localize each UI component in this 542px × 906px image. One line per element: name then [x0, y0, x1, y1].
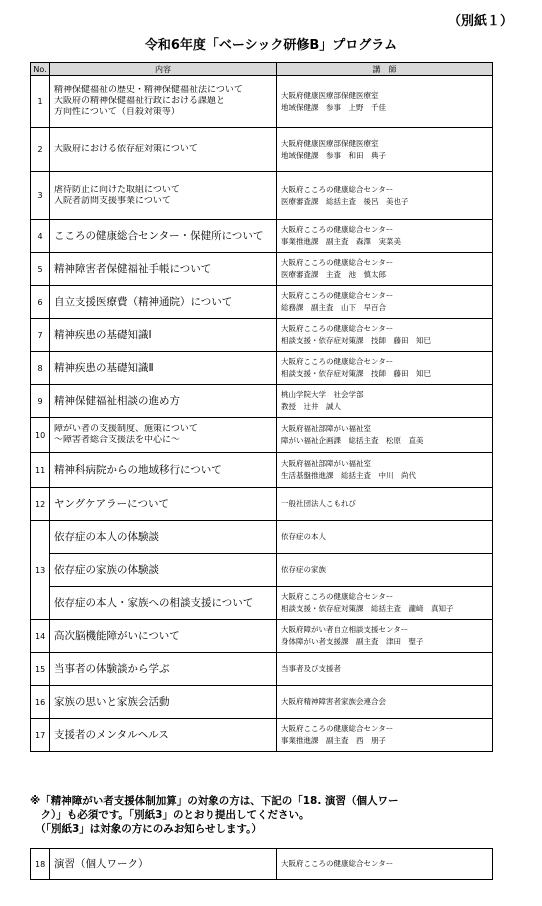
row-no: 6 [31, 286, 50, 319]
table-row [31, 220, 493, 253]
row-lecturer [277, 385, 493, 418]
row-no: 9 [31, 385, 50, 418]
lecturer-line: 大阪府こころの健康総合センター [281, 724, 394, 733]
row-lecturer [277, 554, 493, 587]
program-table [30, 62, 493, 752]
row-content [50, 352, 277, 385]
table-row [31, 172, 493, 220]
content-line: 入院者訪問支援事業について [54, 195, 171, 206]
row-lecturer [277, 453, 493, 488]
content-line: 支援者のメンタルヘルス [54, 728, 169, 741]
annex-label: （別紙１） [448, 14, 514, 29]
table-row [31, 719, 493, 752]
lecturer-line: 相談支援・依存症対策課 技師 藤田 知巳 [281, 336, 431, 345]
lecturer-line: 大阪府精神障害者家族会連合会 [281, 697, 386, 706]
table-row [31, 352, 493, 385]
lecturer-line: 事業推進課 副主査 西 朋子 [281, 736, 386, 745]
content-line: 自立支援医療費（精神通院）について [54, 295, 233, 308]
row-no: 13 [31, 521, 50, 620]
content-line: 精神疾患の基礎知識Ⅰ [54, 328, 152, 341]
row-lecturer [277, 172, 493, 220]
lecturer-line: 依存症の家族 [281, 565, 326, 574]
row-lecturer [277, 719, 493, 752]
lecturer-line: 桃山学院大学 社会学部 [281, 390, 364, 399]
lecturer-line: 医療審査課 主査 池 慎太郎 [281, 270, 386, 279]
row-content [50, 686, 277, 719]
content-line: 大阪府における依存症対策について [54, 144, 198, 154]
lecturer-line: 相談支援・依存症対策課 技師 藤田 知巳 [281, 369, 431, 378]
content-line: 精神疾患の基礎知識Ⅱ [54, 361, 154, 374]
row-no: 12 [31, 488, 50, 521]
content-line: 依存症の本人の体験談 [54, 530, 159, 543]
row-no: 4 [31, 220, 50, 253]
lecturer-line: 当事者及び支援者 [281, 664, 341, 673]
lecturer-line: 大阪府健康医療部保健医療室 [281, 138, 379, 148]
lecturer-line: 総務課 副主査 山下 早百合 [281, 303, 386, 312]
lecturer-line: 大阪府健康医療部保健医療室 [281, 90, 379, 100]
content-line: 高次脳機能障がいについて [54, 629, 180, 642]
row-content: 演習（個人ワーク） [50, 849, 277, 880]
row-content [50, 453, 277, 488]
row-content [50, 554, 277, 587]
row-content [50, 620, 277, 653]
row-lecturer [277, 620, 493, 653]
row-content [50, 719, 277, 752]
header-no: No. [31, 63, 50, 76]
content-line: ヤングケアラーについて [54, 497, 169, 510]
lecturer-line: 一般社団法人こもれび [281, 499, 356, 508]
content-line: 精神保健福祉相談の進め方 [54, 394, 180, 407]
row-content [50, 172, 277, 220]
row-no: 16 [31, 686, 50, 719]
table-row [31, 488, 493, 521]
lecturer-line: 生活基盤推進課 総括主査 中川 尚代 [281, 471, 416, 480]
lecturer-line: 地域保健課 参事 上野 千佳 [281, 102, 386, 112]
row-content [50, 76, 277, 128]
note-line: （「別紙3」は対象の方にのみお知らせします。） [30, 823, 262, 835]
table-row [31, 76, 493, 128]
row-content [50, 587, 277, 620]
table-row [31, 253, 493, 286]
content-line: 精神科病院からの地域移行について [54, 463, 222, 476]
row-content [50, 319, 277, 352]
row-no: 11 [31, 453, 50, 488]
table-row [31, 686, 493, 719]
table-row [31, 453, 493, 488]
row-lecturer: 大阪府こころの健康総合センター [277, 849, 493, 880]
supplementary-note [30, 794, 510, 836]
content-line: 大阪府の精神保健福祉行政における課題と [54, 96, 226, 106]
row-lecturer [277, 686, 493, 719]
row-lecturer [277, 319, 493, 352]
lecturer-line: 相談支援・依存症対策課 総括主査 瀧﨑 真知子 [281, 604, 454, 613]
content-line: 依存症の家族の体験談 [54, 563, 159, 576]
row-lecturer [277, 488, 493, 521]
row-content [50, 418, 277, 453]
row-content [50, 286, 277, 319]
table-row [31, 849, 493, 880]
table-row [31, 286, 493, 319]
lecturer-line: 大阪府こころの健康総合センター [281, 324, 394, 333]
content-line: こころの健康総合センター・保健所について [54, 229, 264, 242]
content-line: 虐待防止に向けた取組について [54, 184, 180, 195]
row-lecturer [277, 352, 493, 385]
row-no: 15 [31, 653, 50, 686]
table-row [31, 319, 493, 352]
lecturer-line: 大阪府障がい者自立相談支援センター [281, 625, 409, 634]
content-line: 障がい者の支援制度、施策について [54, 424, 198, 434]
row-lecturer [277, 653, 493, 686]
table-row [31, 587, 493, 620]
row-no: 1 [31, 76, 50, 128]
lecturer-line: 身体障がい者支援課 副主査 津田 聖子 [281, 637, 424, 646]
row-no: 3 [31, 172, 50, 220]
lecturer-line: 大阪府こころの健康総合センター [281, 258, 394, 267]
table-row [31, 620, 493, 653]
lecturer-line: 事業推進課 副主査 森澤 実菜美 [281, 237, 401, 246]
table-row [31, 418, 493, 453]
row-lecturer [277, 76, 493, 128]
content-line: 方向性について（自殺対策等） [54, 107, 180, 117]
lecturer-line: 大阪府こころの健康総合センター [281, 225, 394, 234]
table-row [31, 653, 493, 686]
row-lecturer [277, 220, 493, 253]
header-content: 内容 [50, 63, 277, 76]
table-row [31, 128, 493, 172]
lecturer-line: 大阪府こころの健康総合センター [281, 357, 394, 366]
table-row [31, 554, 493, 587]
row-no: 2 [31, 128, 50, 172]
row-content [50, 521, 277, 554]
row-lecturer [277, 521, 493, 554]
row-content [50, 385, 277, 418]
row-lecturer [277, 286, 493, 319]
lecturer-line: 医療審査課 総括主査 後呂 美也子 [281, 196, 409, 206]
row-content [50, 128, 277, 172]
row-no: 10 [31, 418, 50, 453]
lecturer-line: 大阪府こころの健康総合センター [281, 184, 394, 194]
row-lecturer [277, 587, 493, 620]
note-line: ク）」も必須です。「別紙3」のとおり提出してください。 [30, 809, 310, 821]
note-line: ※「精神障がい者支援体制加算」の対象の方は、下記の「18. 演習（個人ワー [30, 795, 399, 807]
content-line: 依存症の本人・家族への相談支援について [54, 596, 254, 609]
row-content [50, 220, 277, 253]
row-no: 5 [31, 253, 50, 286]
exercise-table [30, 848, 493, 880]
lecturer-line: 大阪府こころの健康総合センター [281, 592, 394, 601]
row-lecturer [277, 418, 493, 453]
row-no: 17 [31, 719, 50, 752]
lecturer-line: 大阪府福祉部障がい福祉室 [281, 424, 371, 433]
lecturer-line: 大阪府こころの健康総合センター [281, 291, 394, 300]
row-lecturer [277, 128, 493, 172]
row-no: 18 [31, 849, 50, 880]
content-line: 当事者の体験談から学ぶ [54, 662, 170, 675]
table-row [31, 385, 493, 418]
content-line: 家族の思いと家族会活動 [54, 695, 170, 708]
page-title: 令和6年度「ベーシック研修B」プログラム [144, 38, 398, 53]
table-row [31, 521, 493, 554]
row-no: 14 [31, 620, 50, 653]
content-line: ～障害者総合支援法を中心に～ [54, 435, 181, 445]
row-content [50, 253, 277, 286]
lecturer-line: 教授 辻井 誠人 [281, 402, 341, 411]
row-content [50, 653, 277, 686]
table-header-row [31, 63, 493, 76]
content-line: 精神障害者保健福祉手帳について [54, 262, 212, 275]
lecturer-line: 大阪府福祉部障がい福祉室 [281, 459, 371, 468]
row-lecturer [277, 253, 493, 286]
row-content [50, 488, 277, 521]
row-no: 8 [31, 352, 50, 385]
lecturer-line: 障がい福祉企画課 総括主査 松原 直美 [281, 436, 424, 445]
row-no: 7 [31, 319, 50, 352]
content-line: 精神保健福祉の歴史・精神保健福祉法について [54, 85, 243, 95]
lecturer-line: 依存症の本人 [281, 532, 326, 541]
lecturer-line: 地域保健課 参事 和田 典子 [281, 150, 386, 160]
header-lecturer: 講 師 [277, 63, 493, 76]
